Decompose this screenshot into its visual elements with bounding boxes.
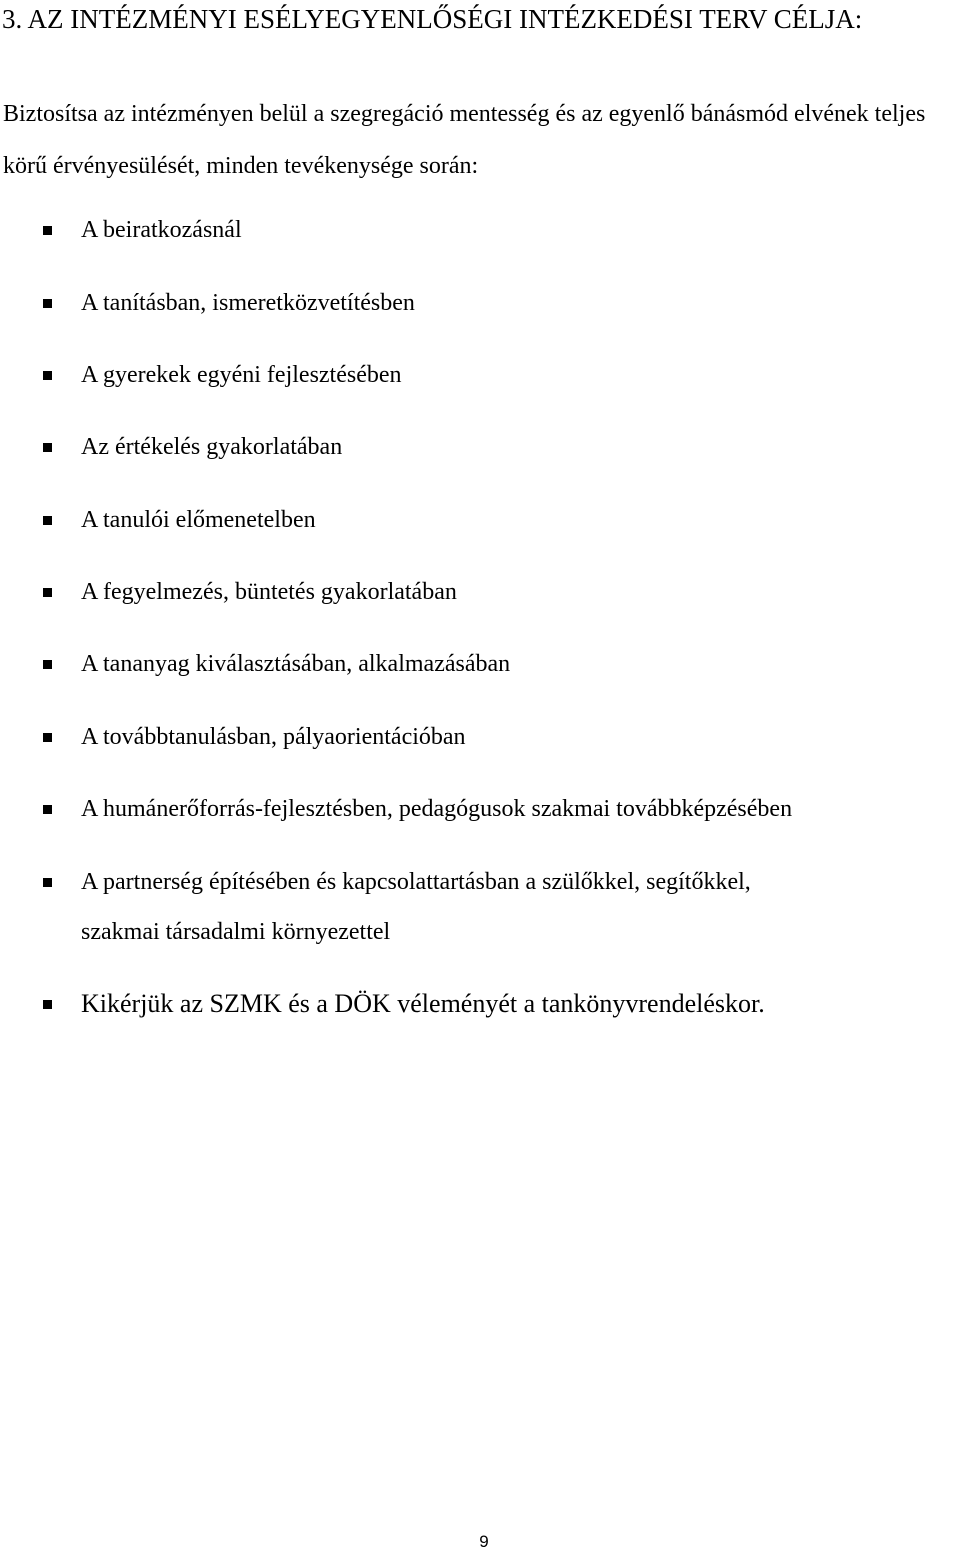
page-number: 9 (479, 1532, 489, 1551)
square-bullet-icon (43, 299, 52, 308)
list-item-text: Kikérjük az SZMK és a DÖK véleményét a tankönyvrendeléskor. (81, 989, 765, 1018)
list-item-text: A fegyelmezés, büntetés gyakorlatában (81, 579, 457, 605)
square-bullet-icon (43, 1000, 52, 1009)
square-bullet-icon (43, 226, 52, 235)
list-item-text: A gyerekek egyéni fejlesztésében (81, 362, 402, 388)
list-item-text: A tanításban, ismeretközvetítésben (81, 290, 415, 316)
list-item-text: A partnerség építésében és kapcsolattartásban a szülőkkel, segítőkkel, (81, 869, 751, 895)
square-bullet-icon (43, 516, 52, 525)
list-item-text: A továbbtanulásban, pályaorientációban (81, 724, 466, 750)
section-heading: 3. AZ INTÉZMÉNYI ESÉLYEGYENLŐSÉGI INTÉZKEDÉSI TERV CÉLJA: (2, 4, 863, 34)
list-item-text: A beiratkozásnál (81, 217, 242, 243)
list-item-text: A tanulói előmenetelben (81, 507, 316, 533)
square-bullet-icon (43, 878, 52, 887)
square-bullet-icon (43, 443, 52, 452)
square-bullet-icon (43, 733, 52, 742)
square-bullet-icon (43, 371, 52, 380)
list-item-text: szakmai társadalmi környezettel (81, 919, 391, 945)
intro-paragraph: Biztosítsa az intézményen belül a szegregáció mentesség és az egyenlő bánásmód elvének teljes körű érvényesülését, minden tevékenysége során: (3, 101, 926, 179)
list-item-text: A tananyag kiválasztásában, alkalmazásában (81, 651, 511, 677)
list-item-text: Az értékelés gyakorlatában (81, 434, 343, 460)
list-item-text: A humánerőforrás-fejlesztésben, pedagógusok szakmai továbbképzésében (81, 796, 793, 822)
square-bullet-icon (43, 660, 52, 669)
square-bullet-icon (43, 805, 52, 814)
square-bullet-icon (43, 588, 52, 597)
